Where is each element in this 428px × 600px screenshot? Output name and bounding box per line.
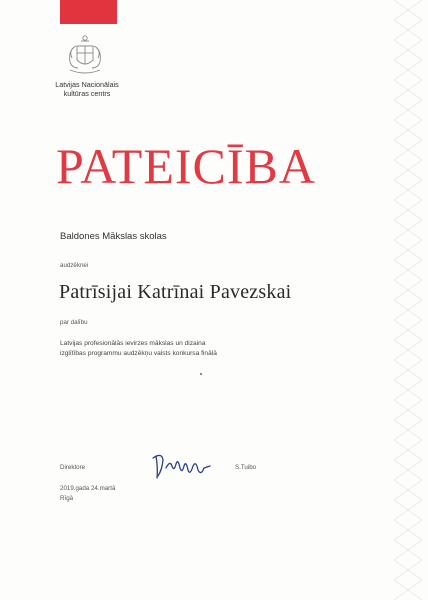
stray-mark [200, 373, 202, 375]
reason-line-1: Latvijas profesionālās ievirzes mākslas un dizaina [60, 340, 206, 347]
red-band [60, 0, 117, 24]
coat-of-arms-icon [62, 32, 108, 78]
reason-text [60, 339, 280, 358]
certificate-title: PATEICĪBA [56, 138, 316, 194]
folk-pattern-border [392, 0, 424, 600]
director-label: Direktore [60, 464, 86, 471]
issue-place: Rīgā [60, 495, 74, 502]
organization-name [51, 81, 123, 98]
student-label: audzēknei [60, 262, 89, 269]
organization-line-1: Latvijas Nacionālais [55, 80, 119, 89]
issue-date: 2019.gada 24.martā [60, 485, 116, 492]
organization-line-2: kultūras centrs [63, 88, 111, 98]
recipient-name: Patrīsijai Katrīnai Pavezskai [59, 281, 292, 303]
school-name: Baldones Mākslas skolas [60, 231, 167, 242]
reason-label: par dalību [60, 319, 88, 326]
handwritten-signature [148, 448, 214, 482]
reason-line-2: izglītības programmu audzēkņu valsts konkursa finālā [60, 349, 217, 357]
signatory-name: S.Tuibo [235, 464, 257, 471]
